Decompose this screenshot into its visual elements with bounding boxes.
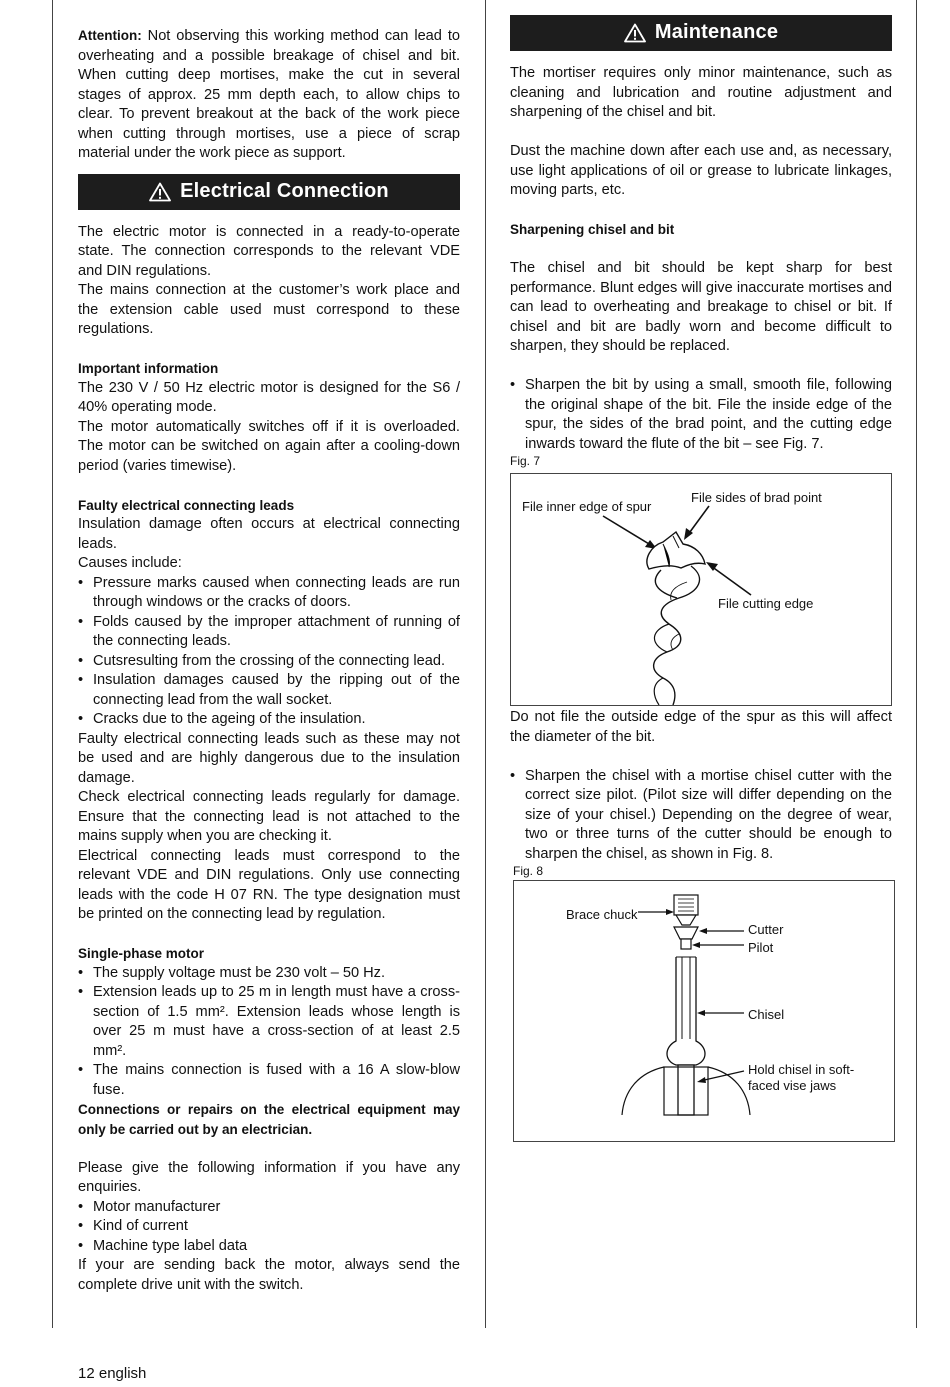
faulty-causes-list [78, 574, 460, 730]
maintenance-paragraph-2: Dust the machine down after each use and, as necessary, use light applications of oil or grease to lubricate linkages, moving parts, etc. [510, 143, 892, 198]
maintenance-heading-text: Maintenance [654, 21, 779, 44]
left-column [78, 26, 460, 1295]
fig7-figure [510, 473, 892, 706]
list-item: • Insulation damages caused by the ripping out of the connecting lead from the wall socket. [78, 671, 460, 710]
fig8-pilot-label: Pilot [748, 940, 774, 955]
important-paragraph-2: The motor automatically switches off if it is overloaded. The motor can be switched on again after a cooling-down period (varies timewise). [78, 418, 460, 474]
info-outro: If your are sending back the motor, always send the complete drive unit with the switch. [78, 1257, 460, 1293]
warning-icon [149, 182, 171, 202]
page-footer: 12 english [78, 1365, 147, 1382]
warning-icon [624, 23, 646, 43]
electrical-connection-heading [78, 174, 460, 210]
attention-label: Attention: [78, 28, 142, 43]
list-item: • Folds caused by the improper attachment of running of the connecting leads. [78, 613, 460, 652]
sharpening-paragraph: The chisel and bit should be kept sharp for best performance. Blunt edges will give inaccurate mortises and can lead to overheating and breakage to chisel or bit. If chisel and bit are badly worn and become difficult to sharpen, they should be replaced. [510, 260, 892, 354]
list-item: • Kind of current [78, 1217, 460, 1237]
right-column [510, 15, 892, 1142]
list-item: • Cutsresulting from the crossing of the connecting lead. [78, 652, 460, 672]
fig8-hold-label-1: Hold chisel in soft- [748, 1062, 855, 1077]
fig8-hold-label-2: faced vise jaws [748, 1078, 837, 1093]
attention-text: Not observing this working method can lead to overheating and a possible breakage of chisel and bit. When cutting deep mortises, make the cut in several stages of approx. 25 mm depth each, to allow chips to clear. To prevent breakout at the back of the work piece when cutting through mortises, use a piece of scrap material under the work piece as support. [78, 28, 460, 161]
electrical-heading-text: Electrical Connection [180, 179, 389, 202]
drill-bit-drawing [511, 474, 891, 705]
single-phase-heading: Single-phase motor [78, 946, 205, 961]
list-item: • Sharpen the bit by using a small, smooth file, following the original shape of the bit. File the inside edge of the spur, the sides of the brad point, and the cutting edge inwards toward the flute of the bit – see Fig. 7. [510, 376, 892, 454]
important-info-heading: Important information [78, 361, 219, 376]
faulty-paragraph-4: Check electrical connecting leads regularly for damage. Ensure that the connecting lead is not attached to the mains supply when you are checking it. [78, 789, 460, 844]
faulty-paragraph-2: Causes include: [78, 555, 182, 571]
fig8-figure [513, 880, 895, 1142]
chisel-list [510, 767, 892, 865]
chisel-drawing [514, 881, 894, 1141]
fig8-chisel-label: Chisel [748, 1007, 785, 1022]
faulty-paragraph-5: Electrical connecting leads must correspond to the relevant VDE and DIN regulations. Only use connecting leads with the code H 07 RN. The type designation must be printed on the connecting lead by regulation. [78, 847, 460, 922]
fig8-brace-label: Brace chuck [566, 907, 638, 922]
after-fig7-paragraph: Do not file the outside edge of the spur as this will affect the diameter of the bit. [510, 709, 892, 745]
single-phase-list [78, 964, 460, 1101]
left-margin-rule [52, 0, 53, 1328]
faulty-paragraph-3: Faulty electrical connecting leads such as these may not be used and are highly dangerous due to the insulation damage. [78, 730, 460, 786]
sharpening-heading: Sharpening chisel and bit [510, 222, 675, 237]
attention-paragraph [78, 26, 460, 164]
electrical-paragraph-2: The mains connection at the customer’s work place and the extension cable used must correspond to these regulations. [78, 282, 460, 337]
list-item: • The supply voltage must be 230 volt – 50 Hz. [78, 964, 460, 984]
right-margin-rule [916, 0, 917, 1328]
list-item: • Machine type label data [78, 1237, 460, 1257]
fig8-cutter-label: Cutter [748, 922, 784, 937]
info-intro: Please give the following information if you have any enquiries. [78, 1159, 460, 1195]
electrician-warning: Connections or repairs on the electrical equipment may only be carried out by an electrician. [78, 1102, 460, 1137]
maintenance-paragraph-1: The mortiser requires only minor maintenance, such as cleaning and lubrication and routine adjustment and sharpening of the chisel and bit. [510, 65, 892, 120]
fig7-label: Fig. 7 [510, 454, 541, 468]
faulty-leads-heading: Faulty electrical connecting leads [78, 497, 295, 513]
center-column-rule [485, 0, 486, 1328]
list-item: • Sharpen the chisel with a mortise chisel cutter with the correct size pilot. (Pilot size will differ depending on the size of your chisel.) Depending on the degree of wear, two or three turns of the cutter should be enough to sharpen the chisel, as shown in Fig. 8. [510, 767, 892, 865]
list-item: • The mains connection is fused with a 16 A slow-blow fuse. [78, 1061, 460, 1100]
info-list [78, 1198, 460, 1257]
fig7-brad-label: File sides of brad point [691, 490, 822, 505]
faulty-paragraph-1: Insulation damage often occurs at electrical connecting leads. [78, 516, 460, 552]
bit-list [510, 376, 892, 454]
list-item: • Cracks due to the ageing of the insulation. [78, 710, 460, 730]
list-item: • Pressure marks caused when connecting leads are run through windows or the cracks of doors. [78, 574, 460, 613]
list-item: • Extension leads up to 25 m in length must have a cross-section of 1.5 mm². Extension leads whose length is over 25 m must have a cross-section of at least 2.5 mm². [78, 983, 460, 1061]
fig7-cutting-label: File cutting edge [718, 596, 814, 611]
fig8-label: Fig. 8 [513, 864, 544, 878]
maintenance-heading [510, 15, 892, 51]
fig7-spur-label: File inner edge of spur [522, 499, 652, 514]
electrical-paragraph-1: The electric motor is connected in a ready-to-operate state. The connection corresponds to the relevant VDE and DIN regulations. [78, 223, 460, 279]
important-paragraph-1: The 230 V / 50 Hz electric motor is designed for the S6 / 40% operating mode. [78, 379, 460, 415]
list-item: • Motor manufacturer [78, 1198, 460, 1218]
